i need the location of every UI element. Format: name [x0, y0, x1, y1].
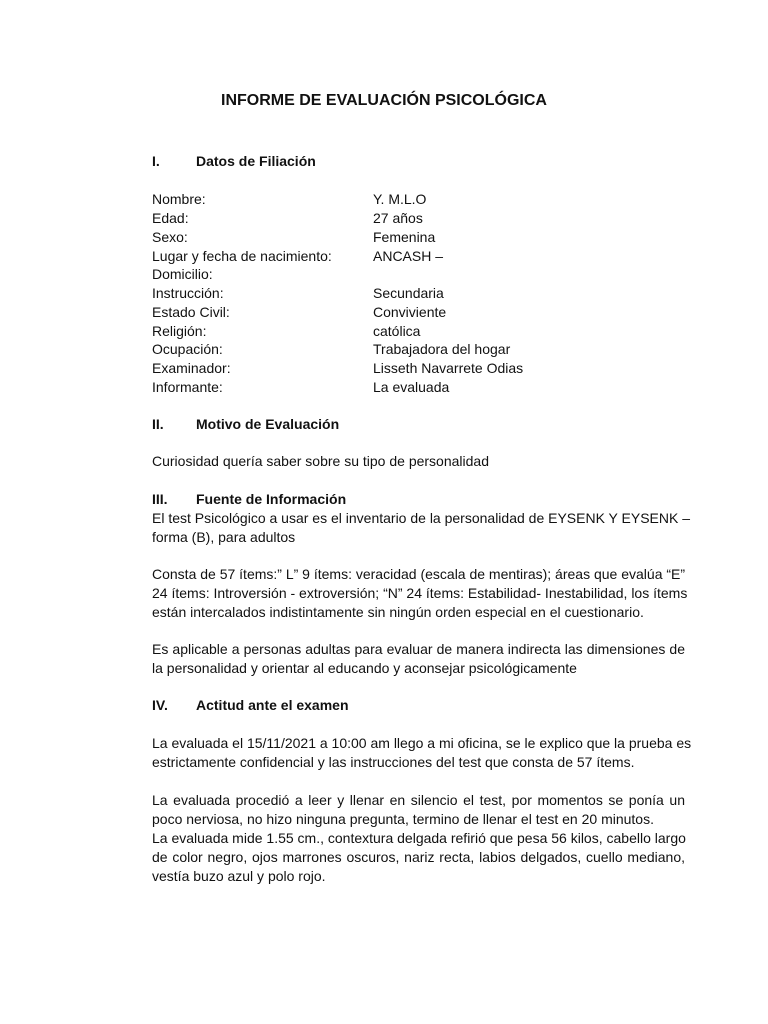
section-title: Datos de Filiación — [196, 153, 316, 169]
field-row-estado-civil — [152, 303, 672, 322]
field-value: Y. M.L.O — [373, 191, 427, 207]
text-line: la personalidad y orientar al educando y aconsejar psicológicamente — [152, 660, 577, 676]
text-line: poco nerviosa, no hizo ninguna pregunta, termino de llenar el test en 20 minutos. — [152, 811, 654, 827]
text-line: Curiosidad quería saber sobre su tipo de personalidad — [152, 453, 489, 469]
section-number: II. — [152, 416, 164, 432]
section-heading-motivo — [152, 416, 339, 432]
text-line: Consta de 57 ítems:” L” 9 ítems: veracidad (escala de mentiras); áreas que evalúa “E” — [152, 566, 686, 582]
field-label: Examinador: — [152, 360, 231, 376]
section-heading-datos-filiacion — [152, 153, 316, 169]
field-label: Domicilio: — [152, 266, 213, 282]
section-number: I. — [152, 153, 160, 169]
text-line: La evaluada procedió a leer y llenar en silencio el test, por momentos se ponía un — [152, 792, 685, 808]
text-line: de color negro, ojos marrones oscuros, nariz recta, labios delgados, cuello mediano, — [152, 849, 685, 865]
field-label: Estado Civil: — [152, 304, 230, 320]
section-number: III. — [152, 491, 168, 507]
field-label: Lugar y fecha de nacimiento: — [152, 248, 332, 264]
field-value: ANCASH – — [373, 248, 444, 264]
paragraph-fuente-2 — [152, 565, 688, 622]
field-value: Conviviente — [373, 304, 447, 320]
field-value: 27 años — [373, 210, 423, 226]
field-value: Femenina — [373, 229, 436, 245]
field-value: Lisseth Navarrete Odias — [373, 360, 524, 376]
paragraph-fuente-1 — [152, 509, 691, 547]
field-value: La evaluada — [373, 379, 450, 395]
field-row-religion — [152, 322, 672, 341]
field-label: Instrucción: — [152, 285, 224, 301]
field-row-edad — [152, 209, 672, 228]
field-label: Edad: — [152, 210, 189, 226]
text-line: vestía buzo azul y polo rojo. — [152, 868, 326, 884]
field-value: Trabajadora del hogar — [373, 341, 511, 357]
section-heading-fuente — [152, 491, 346, 507]
text-line: están intercalados indistintamente sin ningún orden especial en el cuestionario. — [152, 604, 644, 620]
paragraph-actitud-1 — [152, 734, 692, 772]
text-line: forma (B), para adultos — [152, 529, 296, 545]
section-number: IV. — [152, 697, 168, 713]
field-label: Sexo: — [152, 229, 188, 245]
section-title: Actitud ante el examen — [196, 697, 349, 713]
text-line: La evaluada mide 1.55 cm., contextura delgada refirió que pesa 56 kilos, cabello largo — [152, 830, 686, 846]
field-value: Secundaria — [373, 285, 444, 301]
field-row-lugar-nacimiento — [152, 247, 672, 266]
paragraph-actitud-2 — [152, 791, 685, 886]
field-label: Nombre: — [152, 191, 206, 207]
paragraph-fuente-3 — [152, 640, 685, 678]
field-value: católica — [373, 323, 421, 339]
field-label: Religión: — [152, 323, 207, 339]
section-title: Fuente de Información — [196, 491, 347, 507]
section-title: Motivo de Evaluación — [196, 416, 340, 432]
field-row-ocupacion — [152, 340, 672, 359]
field-row-informante — [152, 378, 672, 397]
section-heading-actitud — [152, 697, 349, 713]
field-row-domicilio — [152, 265, 672, 284]
field-row-instruccion — [152, 284, 672, 303]
field-row-sexo — [152, 228, 672, 247]
document-title: INFORME DE EVALUACIÓN PSICOLÓGICA — [221, 92, 547, 109]
text-line: El test Psicológico a usar es el inventario de la personalidad de EYSENK Y EYSENK – — [152, 510, 691, 526]
text-line: Es aplicable a personas adultas para evaluar de manera indirecta las dimensiones de — [152, 641, 685, 657]
field-row-nombre — [152, 190, 672, 209]
field-row-examinador — [152, 359, 672, 378]
text-line: La evaluada el 15/11/2021 a 10:00 am llego a mi oficina, se le explico que la prueba es — [152, 735, 692, 751]
field-label: Informante: — [152, 379, 223, 395]
paragraph-motivo — [152, 452, 685, 471]
field-label: Ocupación: — [152, 341, 223, 357]
text-line: estrictamente confidencial y las instrucciones del test que consta de 57 ítems. — [152, 754, 635, 770]
text-line: 24 ítems: Introversión - extroversión; “N” 24 ítems: Estabilidad- Inestabilidad, los ítems — [152, 585, 688, 601]
